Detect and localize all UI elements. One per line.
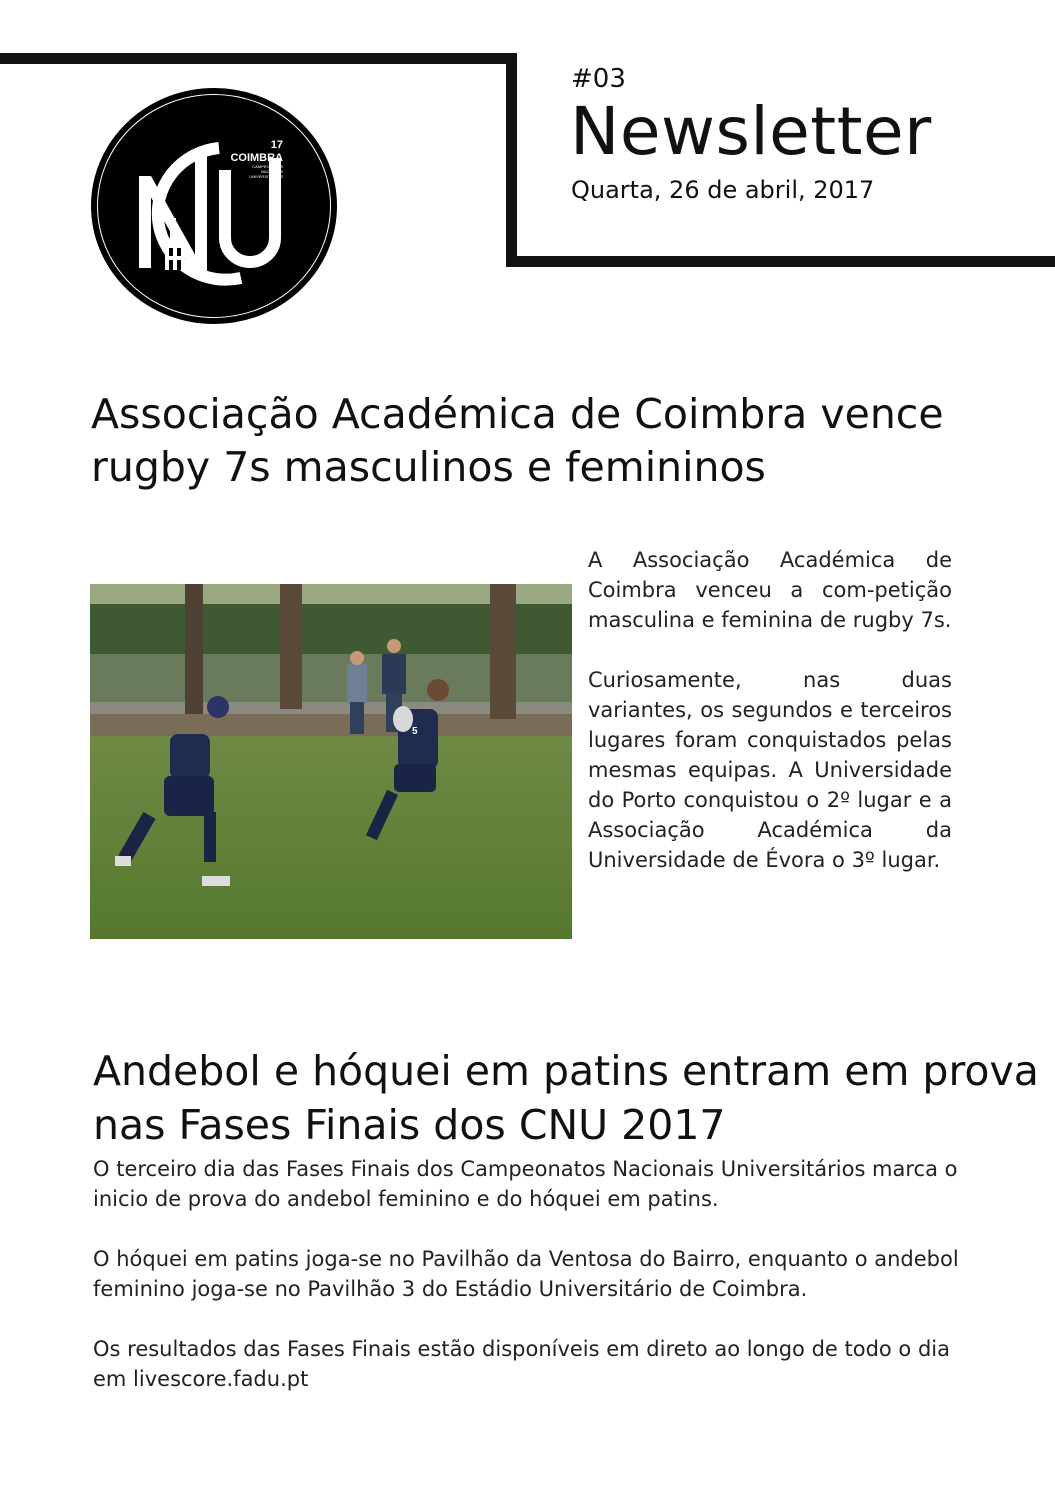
article2-paragraph-2: O hóquei em patins joga-se no Pavilhão da Ventosa do Bairro, enquanto o andebol feminino joga-se no Pavilhão 3 do Estádio Universitário de Coimbra. bbox=[93, 1247, 959, 1301]
logo-line3: UNIVERSITÁRIOS bbox=[249, 174, 283, 179]
header-frame-vertical-bar bbox=[506, 53, 517, 267]
player-number: 5 bbox=[412, 726, 418, 737]
article2-paragraph-1: O terceiro dia das Fases Finais dos Campeonatos Nacionais Universitários marca o inicio de prova do andebol feminino e do hóquei em patins. bbox=[93, 1157, 958, 1211]
newsletter-title: Newsletter bbox=[570, 93, 932, 170]
article2-headline: Andebol e hóquei em patins entram em prova nas Fases Finais dos CNU 2017 bbox=[93, 1047, 1039, 1149]
cnu-coimbra-logo bbox=[91, 88, 337, 324]
article1-paragraph-2: Curiosamente, nas duas variantes, os segundos e terceiros lugares foram conquistados pelas mesmas equipas. A Universidade do Porto conquistou o 2º lugar e a Associação Académica da Universidade de Évora o 3º lugar. bbox=[588, 668, 952, 872]
issue-date: Quarta, 26 de abril, 2017 bbox=[571, 176, 875, 204]
article2-paragraph-3: Os resultados das Fases Finais estão disponíveis em direto ao longo de todo o dia em livescore.fadu.pt bbox=[93, 1337, 950, 1391]
article1-body bbox=[588, 545, 952, 905]
logo-city: COIMBRA bbox=[230, 152, 283, 164]
article2-body bbox=[93, 1154, 973, 1424]
logo-number: 17 bbox=[270, 139, 283, 151]
issue-number: #03 bbox=[571, 64, 626, 94]
header-frame-top-bar bbox=[0, 53, 517, 64]
rugby-photo bbox=[90, 584, 572, 939]
logo-line1: CAMPEONATOS bbox=[252, 164, 283, 169]
logo-line2: NACIONAIS bbox=[260, 169, 283, 174]
article1-paragraph-1: A Associação Académica de Coimbra venceu a com-petição masculina e feminina de rugby 7s. bbox=[588, 548, 952, 632]
header-frame-bottom-bar bbox=[506, 256, 1055, 267]
article1-headline: Associação Académica de Coimbra vence rugby 7s masculinos e femininos bbox=[91, 390, 944, 491]
